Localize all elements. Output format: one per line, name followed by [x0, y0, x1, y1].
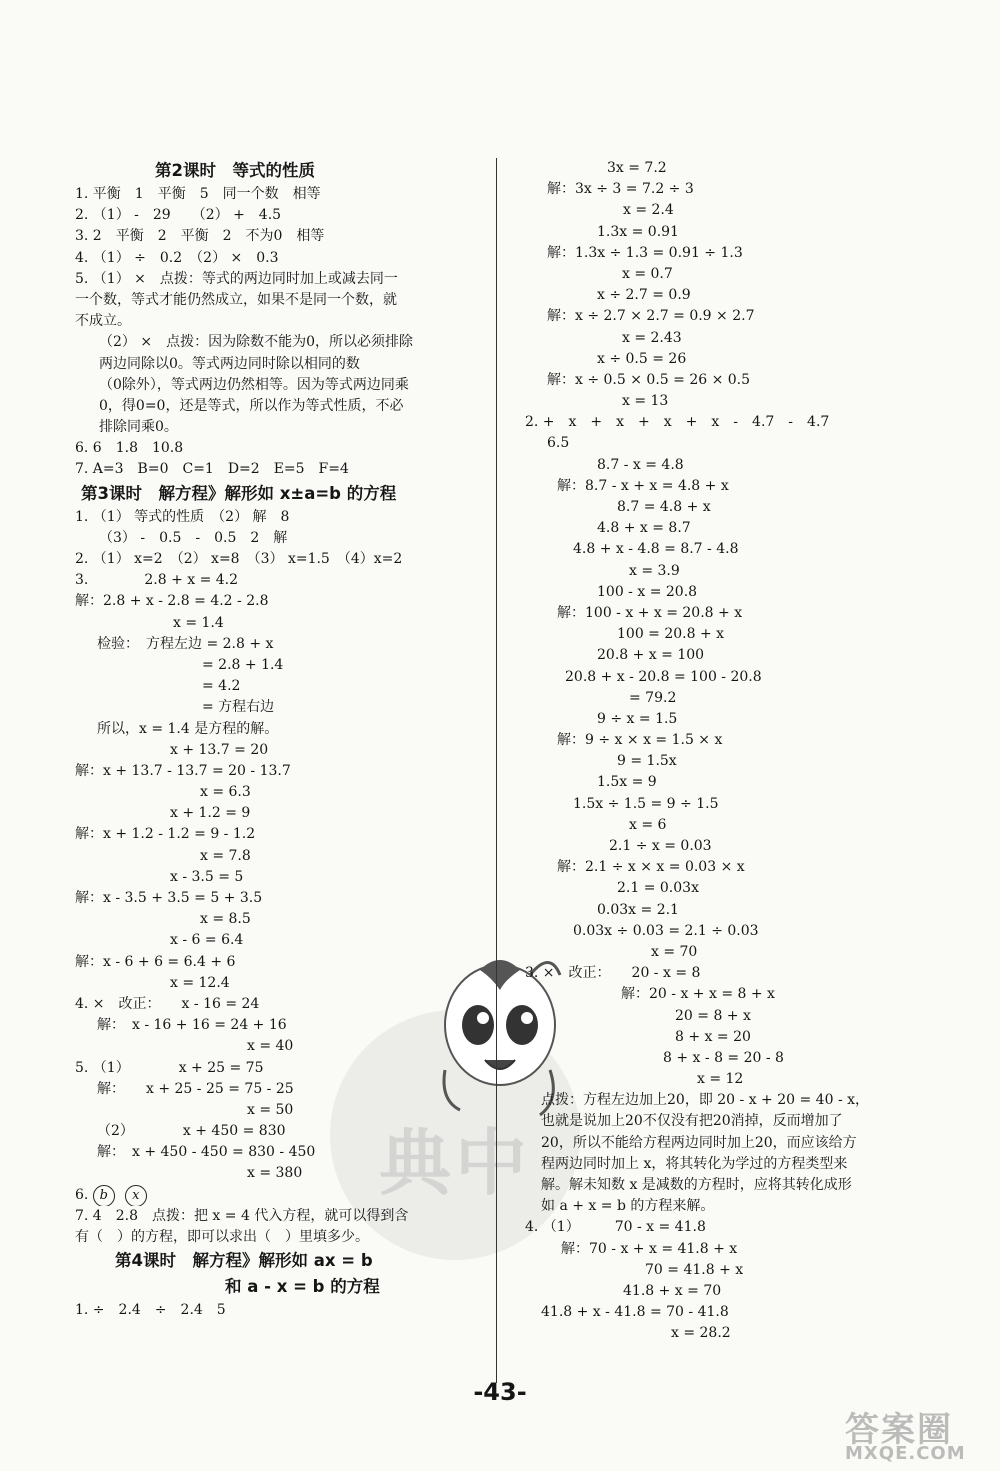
answer-line: x + 1.2 = 9 — [170, 805, 251, 822]
answer-line: = 方程右边 — [202, 699, 275, 716]
section-heading: 第2课时 等式的性质 — [155, 161, 315, 180]
answer-line: x = 12 — [697, 1071, 744, 1088]
answer-line: x = 28.2 — [671, 1325, 731, 1342]
answer-line: 5. （1） × 点拨：等式的两边同时加上或减去同一 — [75, 270, 398, 287]
answer-line: 3. × 改正： 20 - x = 8 — [525, 965, 701, 982]
answer-line: 20 = 8 + x — [675, 1007, 751, 1024]
answer-line: 7. 4 2.8 点拨：把 x = 4 代入方程，就可以得到含 — [75, 1207, 409, 1224]
answer-line: 点拨：方程左边加上20，即 20 - x + 20 = 40 - x， — [541, 1092, 870, 1109]
answer-line: 70 = 41.8 + x — [645, 1261, 744, 1278]
answer-line: 3. 2 平衡 2 平衡 2 不为0 相等 — [75, 228, 325, 245]
section-heading: 和 a - x = b 的方程 — [225, 1277, 380, 1297]
answer-line: x + 13.7 = 20 — [170, 741, 269, 758]
answer-line: x = 50 — [247, 1101, 294, 1118]
answer-line: 解：2.1 ÷ x × x = 0.03 × x — [557, 859, 745, 876]
answer-line: （0除外），等式两边仍然相等。因为等式两边同乘 — [99, 376, 409, 393]
answer-line: x = 12.4 — [170, 974, 230, 991]
answer-line: 解：70 - x + x = 41.8 + x — [561, 1240, 738, 1257]
right-column — [525, 158, 925, 1345]
answer-line: 4.8 + x = 8.7 — [597, 520, 691, 537]
answer-line: 4. × 改正： x - 16 = 24 — [75, 995, 260, 1012]
answer-line: x - 6 = 6.4 — [170, 932, 244, 949]
corner-url: MXQE.COM — [845, 1443, 966, 1464]
answer-line: 41.8 + x = 70 — [623, 1282, 722, 1299]
circled-answer: b — [93, 1185, 115, 1206]
answer-line: 如 a + x = b 的方程来解。 — [541, 1198, 715, 1215]
answer-line: 1. （1） 等式的性质 （2） 解 8 — [75, 508, 290, 525]
answer-line: 5. （1） x + 25 = 75 — [75, 1059, 264, 1076]
answer-line: = 79.2 — [629, 689, 677, 706]
answer-line: 8.7 = 4.8 + x — [617, 499, 711, 515]
answer-line: x = 1.4 — [173, 614, 224, 631]
item-number: 6. — [75, 1186, 93, 1203]
answer-line: 解：x ÷ 2.7 × 2.7 = 0.9 × 2.7 — [547, 308, 755, 325]
answer-line: 4.8 + x - 4.8 = 8.7 - 4.8 — [573, 541, 739, 558]
answer-line: 2.1 ÷ x = 0.03 — [609, 838, 712, 854]
answer-line: 所以，x = 1.4 是方程的解。 — [97, 720, 279, 737]
circled-answer: x — [125, 1185, 147, 1206]
answer-line: 解：x - 6 + 6 = 6.4 + 6 — [75, 953, 236, 970]
answer-line: 0，得0=0，还是等式，所以作为等式性质，不必 — [99, 397, 404, 414]
answer-line: 解：2.8 + x - 2.8 = 4.2 - 2.8 — [75, 593, 269, 610]
answer-line: x ÷ 2.7 = 0.9 — [597, 287, 691, 304]
column-divider — [496, 158, 497, 1383]
answer-line: 20，所以不能给方程两边同时加上20，而应该给方 — [541, 1134, 857, 1151]
answer-line: 2. （1） - 29 （2） + 4.5 — [75, 207, 282, 224]
answer-line: 8 + x = 20 — [675, 1028, 751, 1045]
page-number: -43- — [473, 1378, 527, 1406]
answer-line: 解。解未知数 x 是减数的方程时，应将其转化成形 — [541, 1177, 852, 1193]
answer-line: 解：x - 3.5 + 3.5 = 5 + 3.5 — [75, 890, 263, 906]
answer-line: x = 6.3 — [200, 784, 251, 801]
answer-line: 4. （1） ÷ 0.2 （2） × 0.3 — [75, 249, 279, 266]
answer-line: 解：3x ÷ 3 = 7.2 ÷ 3 — [547, 181, 694, 198]
answer-line: x = 8.5 — [200, 911, 251, 928]
corner-logo: 答案圈 — [845, 1410, 953, 1450]
answer-line: 1.3x = 0.91 — [597, 223, 679, 240]
answer-line: 解：9 ÷ x × x = 1.5 × x — [557, 732, 723, 749]
answer-line: 1. 平衡 1 平衡 5 同一个数 相等 — [75, 186, 321, 202]
answer-line: 4. （1） 70 - x = 41.8 — [525, 1219, 706, 1236]
answer-line: 排除同乘0。 — [99, 419, 178, 436]
answer-line: 20.8 + x = 100 — [597, 647, 705, 664]
answer-line: 0.03x ÷ 0.03 = 2.1 ÷ 0.03 — [573, 922, 759, 939]
answer-line: x = 3.9 — [629, 562, 680, 579]
left-column — [75, 158, 485, 1321]
watermark-text: 典中 — [378, 1121, 531, 1205]
answer-line: = 2.8 + 1.4 — [202, 656, 284, 673]
answer-line: 7. A=3 B=0 C=1 D=2 E=5 F=4 — [75, 461, 349, 478]
answer-line: 41.8 + x - 41.8 = 70 - 41.8 — [541, 1304, 729, 1321]
answer-line: x = 0.7 — [622, 265, 673, 282]
answer-line: x = 40 — [247, 1038, 294, 1055]
answer-line: 两边同除以0。等式两边同时除以相同的数 — [99, 355, 360, 372]
answer-line: 解： x - 16 + 16 = 24 + 16 — [97, 1017, 287, 1034]
answer-line: 3x = 7.2 — [607, 160, 667, 176]
answer-line: 解： x + 25 - 25 = 75 - 25 — [97, 1080, 294, 1097]
answer-line: 100 = 20.8 + x — [617, 626, 725, 643]
answer-line: 解：x ÷ 0.5 × 0.5 = 26 × 0.5 — [547, 371, 751, 388]
answer-line: x = 2.4 — [623, 202, 674, 219]
answer-line: 9 = 1.5x — [617, 753, 677, 770]
answer-line: 程两边同时加上 x，将其转化为学过的方程类型来 — [541, 1155, 848, 1172]
answer-line: x = 70 — [651, 943, 698, 960]
answer-line: x = 7.8 — [200, 847, 251, 864]
answer-line: 2.1 = 0.03x — [617, 880, 699, 897]
answer-line: 解：x + 1.2 - 1.2 = 9 - 1.2 — [75, 826, 256, 843]
answer-line: x ÷ 0.5 = 26 — [597, 350, 687, 367]
answer-line: 解： x + 450 - 450 = 830 - 450 — [97, 1144, 316, 1161]
answer-line: 有（ ）的方程，即可以求出（ ）里填多少。 — [75, 1229, 369, 1245]
answer-line: 解：100 - x + x = 20.8 + x — [557, 604, 743, 621]
answer-line: 9 ÷ x = 1.5 — [597, 710, 678, 727]
answer-line: 1.5x ÷ 1.5 = 9 ÷ 1.5 — [573, 795, 719, 812]
answer-line: 6. 6 1.8 10.8 — [75, 440, 184, 457]
answer-line: 8 + x - 8 = 20 - 8 — [663, 1049, 784, 1066]
answer-line — [75, 1185, 485, 1206]
answer-line: 0.03x = 2.1 — [597, 901, 679, 918]
answer-line: 2. （1） x=2 （2） x=8 （3） x=1.5 （4）x=2 — [75, 551, 403, 567]
answer-line: 解：1.3x ÷ 1.3 = 0.91 ÷ 1.3 — [547, 244, 743, 261]
answer-line: 不成立。 — [75, 313, 131, 330]
answer-line: x = 2.43 — [622, 329, 682, 346]
answer-line: x = 380 — [247, 1165, 303, 1182]
answer-line: x = 13 — [622, 393, 669, 410]
answer-line: （3） - 0.5 - 0.5 2 解 — [99, 529, 288, 546]
answer-line: 1.5x = 9 — [597, 774, 657, 791]
section-heading: 第3课时 解方程》解形如 x±a=b 的方程 — [81, 483, 397, 503]
section-heading: 第4课时 解方程》解形如 ax = b — [115, 1251, 373, 1271]
answer-line: 6.5 — [547, 435, 570, 452]
answer-line: 2. + x + x + x + x - 4.7 - 4.7 — [525, 414, 830, 431]
answer-line: 8.7 - x = 4.8 — [597, 456, 684, 473]
answer-line: 100 - x = 20.8 — [597, 583, 698, 600]
answer-line: （2） x + 450 = 830 — [97, 1123, 286, 1140]
answer-line: 解：x + 13.7 - 13.7 = 20 - 13.7 — [75, 762, 291, 779]
answer-line: = 4.2 — [202, 678, 241, 695]
answer-line: 解：20 - x + x = 8 + x — [621, 986, 775, 1003]
answer-line: 解：8.7 - x + x = 4.8 + x — [557, 477, 729, 494]
answer-line: x - 3.5 = 5 — [170, 868, 244, 885]
answer-line: 1. ÷ 2.4 ÷ 2.4 5 — [75, 1302, 226, 1319]
answer-line: 3. 2.8 + x = 4.2 — [75, 572, 239, 589]
answer-line: （2） × 点拨：因为除数不能为0，所以必须排除 — [99, 334, 413, 351]
answer-line: 20.8 + x - 20.8 = 100 - 20.8 — [565, 668, 762, 685]
answer-line: x = 6 — [629, 816, 667, 833]
answer-line: 一个数，等式才能仍然成立，如果不是同一个数，就 — [75, 291, 397, 308]
answer-line: 检验： 方程左边 = 2.8 + x — [97, 635, 274, 652]
answer-line: 也就是说加上20不仅没有把20消掉，反而增加了 — [541, 1113, 843, 1130]
